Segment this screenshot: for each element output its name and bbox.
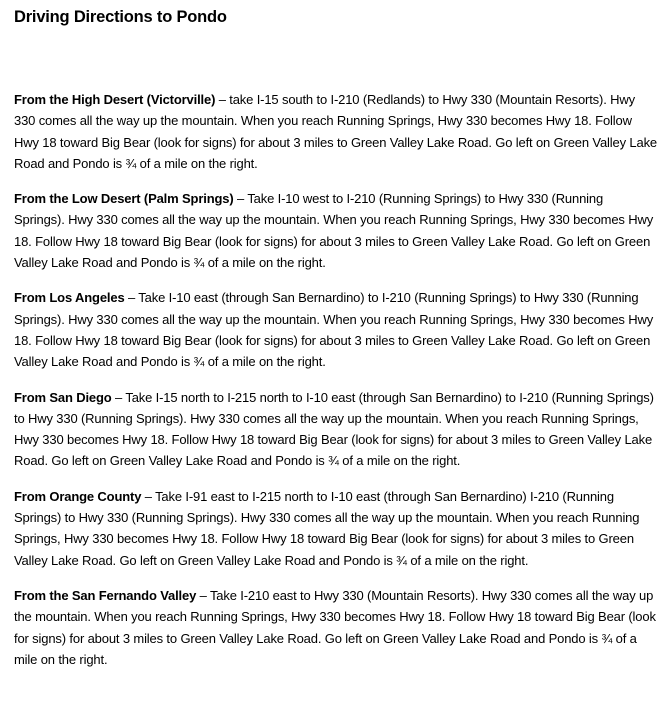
direction-san-diego: [14, 387, 657, 472]
direction-text: – take I-15 south to I-210 (Redlands) to Hwy 330 (Mountain Resorts). Hwy 330 comes all the way up the mountain. When you reach Running Springs, Hwy 330 becomes Hwy 18. Follow Hwy 18 toward Big Bear (look for signs) for about 3 miles to Green Valley Lake Road. Go left on Green Valley Lake Road and Pondo is ¾ of a mile on the right.: [14, 92, 658, 171]
direction-orange-county: [14, 486, 657, 571]
page-title: Driving Directions to Pondo: [14, 8, 227, 26]
direction-origin: From the San Fernando Valley: [14, 587, 197, 603]
direction-text: – Take I-91 east to I-215 north to I-10 east (through San Bernardino) I-210 (Running Springs) to Hwy 330 (Running Springs). Hwy 330 comes all the way up the mountain. When you reach Running Springs, Hwy 330 becomes Hwy 18. Follow Hwy 18 toward Big Bear (look for signs) for about 3 miles to Green Valley Lake Road. Go left on Green Valley Lake Road and Pondo is ¾ of a mile on the right.: [14, 488, 640, 568]
direction-origin: From the High Desert (Victorville): [14, 92, 216, 107]
direction-text: – Take I-10 east (through San Bernardino) to I-210 (Running Springs) to Hwy 330 (Running Springs). Hwy 330 comes all the way up the mountain. When you reach Running Springs, Hwy 330 becomes Hwy 18. Follow Hwy 18 toward Big Bear (look for signs) for about 3 miles to Green Valley Lake Road. Go left on Green Valley Lake Road and Pondo is ¾ of a mile on the right.: [14, 290, 654, 370]
direction-origin: From San Diego: [14, 389, 112, 405]
direction-origin: From Orange County: [14, 488, 142, 504]
direction-los-angeles: [14, 287, 657, 372]
direction-text: – Take I-15 north to I-215 north to I-10 east (through San Bernardino) to I-210 (Running Springs) to Hwy 330 (Running Springs). Hwy 330 comes all the way up the mountain. When you reach Running Springs, Hwy 330 becomes Hwy 18. Follow Hwy 18 toward Big Bear (look for signs) for about 3 miles to Green Valley Lake Road. Go left on Green Valley Lake Road and Pondo is ¾ of a mile on the right.: [14, 389, 654, 469]
direction-origin: From the Low Desert (Palm Springs): [14, 191, 234, 207]
direction-origin: From Los Angeles: [14, 290, 125, 306]
directions-list: [14, 89, 657, 670]
direction-text: – Take I-10 west to I-210 (Running Springs) to Hwy 330 (Running Springs). Hwy 330 comes all the way up the mountain. When you reach Running Springs, Hwy 330 becomes Hwy 18. Follow Hwy 18 toward Big Bear (look for signs) for about 3 miles to Green Valley Lake Road. Go left on Green Valley Lake Road and Pondo is ¾ of a mile on the right.: [14, 191, 654, 271]
direction-text: – Take I-210 east to Hwy 330 (Mountain Resorts). Hwy 330 comes all the way up the mountain. When you reach Running Springs, Hwy 330 becomes Hwy 18. Follow Hwy 18 toward Big Bear (look for signs) for about 3 miles to Green Valley Lake Road. Go left on Green Valley Lake Road and Pondo is ¾ of a mile on the right.: [14, 587, 656, 667]
direction-san-fernando-valley: [14, 585, 657, 670]
direction-low-desert: [14, 188, 657, 273]
direction-high-desert: [14, 89, 657, 174]
